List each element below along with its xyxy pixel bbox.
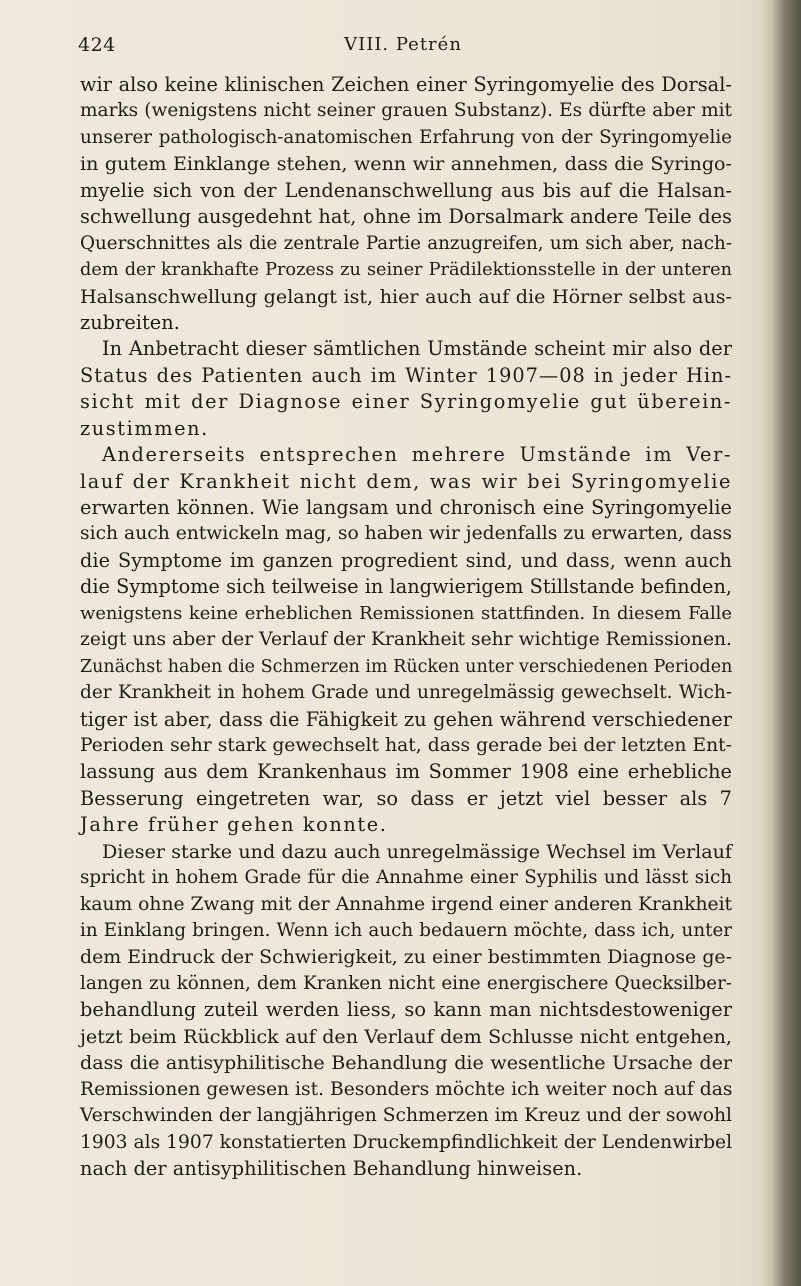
text-line: Remissionen gewesen ist. Besonders möchte ich weiter noch auf das xyxy=(80,1078,733,1100)
text-line: lassung aus dem Krankenhaus im Sommer 1908 eine erhebliche xyxy=(80,760,732,784)
text-line: wir also keine klinischen Zeichen einer Syringomyelie des Dorsal- xyxy=(80,73,732,96)
text-line: langen zu können, dem Kranken nicht eine energischere Quecksilber- xyxy=(80,972,732,994)
page-header xyxy=(78,34,728,62)
text-line: erwarten können. Wie langsam und chronisch eine Syringomyelie xyxy=(80,496,732,519)
text-line: der Krankheit in hohem Grade und unregelmässig gewechselt. Wich- xyxy=(80,682,732,704)
text-line: Dieser starke und dazu auch unregelmässige Wechsel im Verlauf xyxy=(102,839,732,863)
text-line: kaum ohne Zwang mit der Annahme irgend einer anderen Krankheit xyxy=(80,893,733,915)
text-line: zeigt uns aber der Verlauf der Krankheit sehr wichtige Remissionen. xyxy=(80,629,732,651)
text-line: jetzt beim Rückblick auf den Verlauf dem Schlusse nicht entgehen, xyxy=(80,1024,732,1048)
text-line: unserer pathologisch-anatomischen Erfahrung von der Syringomyelie xyxy=(80,126,732,148)
text-line: In Anbetracht dieser sämtlichen Umstände scheint mir also der xyxy=(102,337,732,361)
text-line: dem Eindruck der Schwierigkeit, zu einer bestimmten Diagnose ge- xyxy=(80,946,732,969)
text-line: Perioden sehr stark gewechselt hat, dass gerade bei der letzten Ent- xyxy=(80,734,732,756)
text-line: myelie sich von der Lendenanschwellung aus bis auf die Halsan- xyxy=(80,178,732,202)
text-line: marks (wenigstens nicht seiner grauen Substanz). Es dürfte aber mit xyxy=(80,100,732,122)
text-line: dass die antisyphilitische Behandlung die wesentliche Ursache der xyxy=(80,1051,732,1075)
body-text xyxy=(80,72,732,1182)
text-line: die Symptome sich teilweise in langwierigem Stillstande befinden, xyxy=(80,575,732,599)
text-line: nach der antisyphilitischen Behandlung hinweisen. xyxy=(80,1156,583,1180)
text-line: Besserung eingetreten war, so dass er jetzt viel besser als 7 xyxy=(80,786,732,810)
text-line: zubreiten. xyxy=(80,310,180,334)
text-line: wenigstens keine erheblichen Remissionen stattfinden. In diesem Falle xyxy=(80,602,732,624)
text-line: Zunächst haben die Schmerzen im Rücken unter verschiedenen Perioden xyxy=(80,656,733,677)
book-binding-shadow xyxy=(759,0,801,1286)
text-line: zustimmen. xyxy=(80,416,209,440)
text-line: 1903 als 1907 konstatierten Druckempfindlichkeit der Lendenwirbel xyxy=(80,1131,733,1153)
text-line: behandlung zuteil werden liess, so kann man nichtsdestoweniger xyxy=(80,998,732,1022)
text-line: sich auch entwickeln mag, so haben wir jedenfalls zu erwarten, dass xyxy=(80,523,732,545)
text-line: Status des Patienten auch im Winter 1907—08 in jeder Hin- xyxy=(80,363,732,387)
text-line: Halsanschwellung gelangt ist, hier auch auf die Hörner selbst aus- xyxy=(80,284,732,308)
text-line: lauf der Krankheit nicht dem, was wir bei Syringomyelie xyxy=(80,469,732,493)
text-line: Verschwinden der langjährigen Schmerzen im Kreuz und der sowohl xyxy=(80,1105,733,1127)
text-line: tiger ist aber, dass die Fähigkeit zu gehen während verschiedener xyxy=(80,707,732,731)
text-line: dem der krankhafte Prozess zu seiner Prädilektionsstelle in der unteren xyxy=(80,260,732,281)
text-line: in Einklang bringen. Wenn ich auch bedauern möchte, dass ich, unter xyxy=(80,920,732,941)
text-line: spricht in hohem Grade für die Annahme einer Syphilis und lässt sich xyxy=(80,867,732,889)
text-line: Andererseits entsprechen mehrere Umstände im Ver- xyxy=(102,443,732,467)
text-line: schwellung ausgedehnt hat, ohne im Dorsalmark andere Teile des xyxy=(80,205,732,229)
text-line: sicht mit der Diagnose einer Syringomyelie gut überein- xyxy=(80,390,732,414)
text-line: die Symptome im ganzen progredient sind, und dass, wenn auch xyxy=(80,548,732,572)
running-head: VIII. Petrén xyxy=(344,34,462,55)
text-line: in gutem Einklange stehen, wenn wir annehmen, dass die Syringo- xyxy=(80,152,732,176)
text-line: Querschnittes als die zentrale Partie anzugreifen, um sich aber, nach- xyxy=(80,232,732,254)
page-number: 424 xyxy=(78,34,116,56)
text-line: Jahre früher gehen konnte. xyxy=(80,813,388,837)
